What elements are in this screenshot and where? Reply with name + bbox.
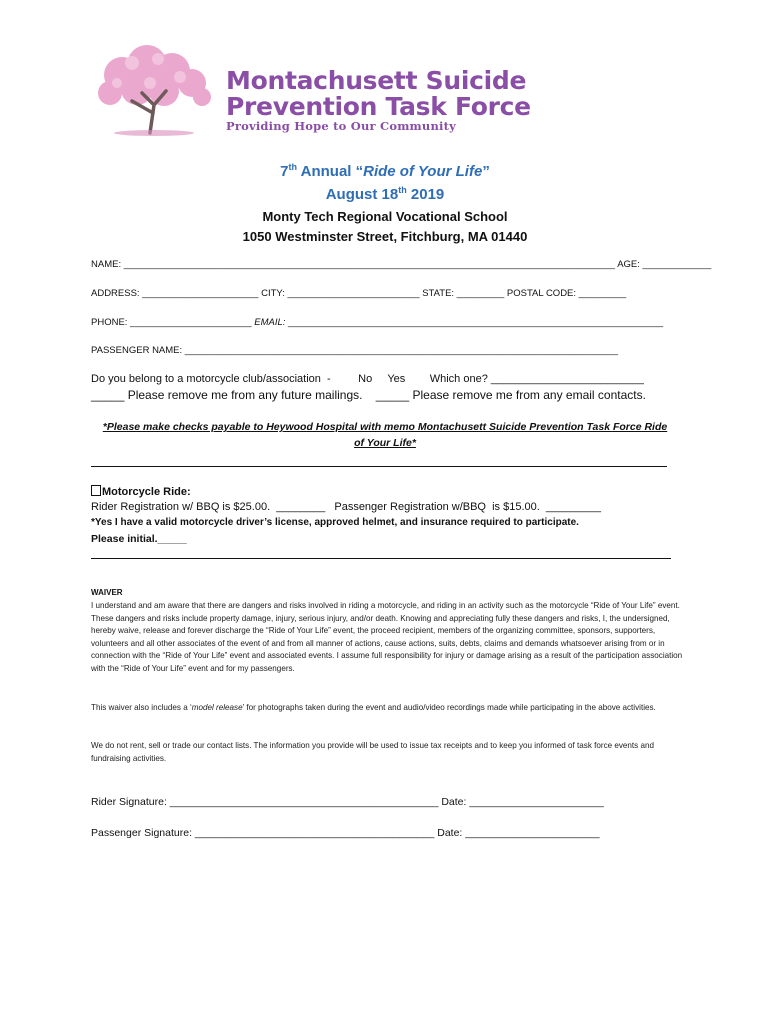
registration-fees-line[interactable]: Rider Registration w/ BBQ is $25.00. ________ Passenger Registration w/BBQ is $15.00. _________ — [91, 501, 601, 513]
name-age-field[interactable]: NAME: _____________________________________________________________________________________________ AGE: _____________ — [91, 259, 712, 270]
model-release-paragraph — [91, 702, 686, 715]
checks-payable-note-line1: *Please make checks payable to Heywood Hospital with memo Montachusett Suicide Prevention Task Force Ride — [102, 421, 668, 433]
venue-name: Monty Tech Regional Vocational School — [262, 209, 508, 224]
phone-email-field[interactable] — [91, 317, 663, 328]
motorcycle-ride-checkbox[interactable] — [91, 485, 101, 496]
event-date-suffix: th — [398, 185, 407, 195]
contact-list-paragraph: We do not rent, sell or trade our contact lists. The information you provide will be used to issue tax receipts and to keep you informed of task force events and fundraising activities. — [91, 741, 654, 763]
divider-line — [91, 466, 667, 467]
waiver-paragraph: I understand and am aware that there are dangers and risks involved in riding a motorcycle, and riding in an activity such as the motorcycle “Ride of Your Life” event. These dangers and risks include property damage, injury, serious injury, and/or death. Knowing and appreciating fully these dangers and risks, I, the undersigned, hereby waive, release and forever discharge the “Ride of Your Life” event, the proceed recipient, members of the organizing committee, sponsors, supporters, volunteers and all other associates of the event of and from all manner of actions, cause actions, suits, debts, claims and demands whatsoever arising from or in connection with the “Ride of Your Life” event and associated events. I assume full responsibility for injury or damage arising as a result of the participation association with the “Ride of Your Life” event and for my passengers. — [91, 601, 683, 673]
org-tagline: Providing Hope to Our Community — [226, 119, 457, 133]
org-name-line1: Montachusett Suicide — [226, 66, 527, 95]
license-requirement-note: *Yes I have a valid motorcycle driver’s license, approved helmet, and insurance required to participate. — [91, 517, 579, 528]
model-release-text-start: This waiver also includes a ‘ — [91, 703, 192, 712]
event-date-prefix: August 18 — [325, 186, 399, 203]
passenger-signature-field[interactable]: Passenger Signature: _________________________________________ Date: _______________________ — [91, 827, 600, 839]
event-title-name: Ride of Your Life — [363, 163, 483, 180]
email-label: EMAIL: — [254, 317, 286, 328]
event-ordinal-suffix: th — [288, 162, 298, 172]
org-name-line2: Prevention Task Force — [226, 92, 531, 121]
rider-signature-field[interactable]: Rider Signature: ______________________________________________ Date: _______________________ — [91, 796, 604, 808]
email-blank[interactable]: _______________________________________________________________________ — [285, 317, 664, 328]
motorcycle-ride-label: Motorcycle Ride: — [102, 486, 191, 498]
waiver-heading: WAIVER — [91, 588, 123, 597]
venue-address: 1050 Westminster Street, Fitchburg, MA 01440 — [242, 229, 528, 244]
address-field[interactable]: ADDRESS: ______________________ CITY: _________________________ STATE: _________ POSTAL CODE: _________ — [91, 288, 627, 299]
event-title-prefix: Annual “ — [297, 163, 364, 180]
phone-label: PHONE: _______________________ — [91, 317, 255, 328]
event-ordinal: 7 — [280, 163, 289, 180]
event-date-year: 2019 — [406, 186, 445, 203]
initial-field[interactable]: Please initial._____ — [91, 533, 187, 545]
passenger-name-field[interactable]: PASSENGER NAME: __________________________________________________________________________________ — [91, 345, 619, 356]
event-date — [0, 185, 770, 203]
model-release-text-end: ’ for photographs taken during the event and audio/video recordings made while participating in the above activities. — [242, 703, 656, 712]
motorcycle-ride-heading — [91, 485, 191, 498]
event-title-close: ” — [482, 163, 490, 180]
club-question[interactable]: Do you belong to a motorcycle club/association - No Yes Which one? _________________________ — [91, 373, 644, 385]
event-title — [0, 162, 770, 180]
cherry-tree-logo-icon — [92, 45, 224, 137]
remove-from-mailings-option[interactable]: _____ Please remove me from any future mailings. _____ Please remove me from any email contacts. — [91, 388, 646, 402]
divider-line — [91, 558, 671, 559]
model-release-term: model release — [191, 703, 243, 712]
checks-payable-note-line2: of Your Life* — [354, 437, 416, 449]
